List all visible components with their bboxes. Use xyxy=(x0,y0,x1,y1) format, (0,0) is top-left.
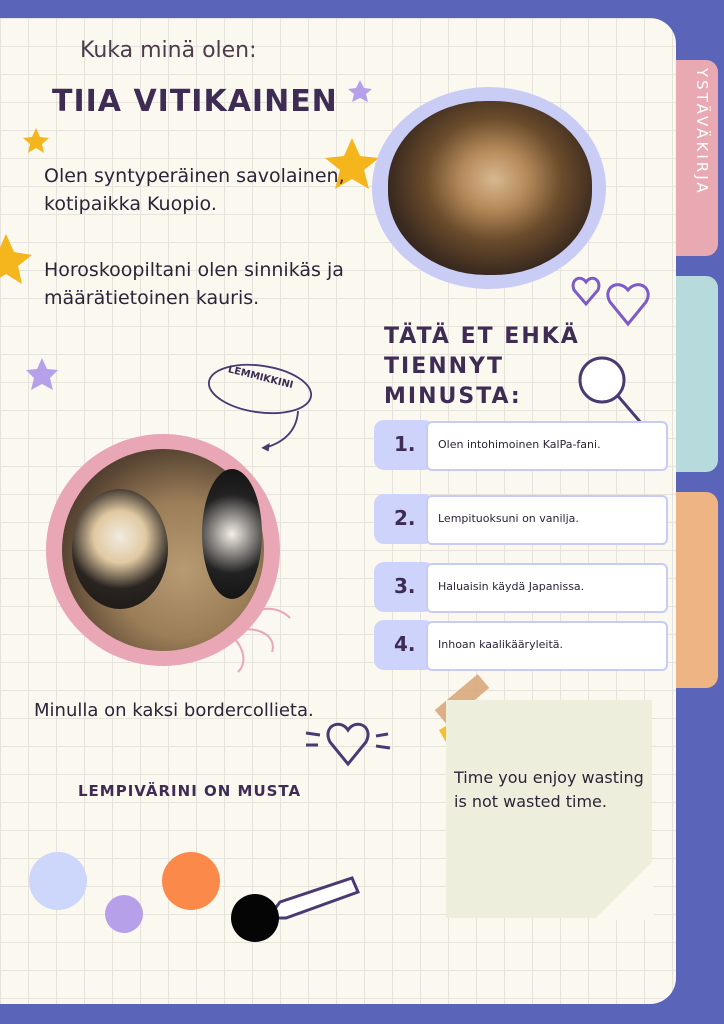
profile-photo xyxy=(372,87,606,289)
intro-heading: Kuka minä olen: xyxy=(80,38,257,63)
fact-item xyxy=(374,562,666,612)
fact-text: Olen intohimoinen KalPa-fani. xyxy=(438,438,601,451)
pets-label: LEMMIKKINI xyxy=(226,364,295,392)
star-icon xyxy=(26,80,372,390)
color-dot-purple xyxy=(105,895,143,933)
bio-origin-text: Olen syntyperäinen savolainen, kotipaikka Kuopio. xyxy=(44,165,345,215)
facts-title xyxy=(384,322,580,412)
fact-text: Haluaisin käydä Japanissa. xyxy=(438,580,585,593)
color-dot-black xyxy=(231,894,279,942)
fact-text: Lempituoksuni on vanilja. xyxy=(438,512,579,525)
tab-teal[interactable] xyxy=(676,276,718,472)
favorite-color-text: LEMPIVÄRINI ON MUSTA xyxy=(78,782,302,800)
magnifier-icon xyxy=(580,358,642,424)
heart-spark-icon xyxy=(306,724,390,764)
fact-text: Inhoan kaalikääryleitä. xyxy=(438,638,564,651)
pets-photo xyxy=(46,434,280,666)
pets-caption: Minulla on kaksi bordercollieta. xyxy=(34,700,314,721)
fact-number: 3. xyxy=(394,574,416,598)
facts-title-line3: MINUSTA: xyxy=(384,384,522,409)
color-dot-lavender xyxy=(29,852,87,910)
fact-number: 4. xyxy=(394,632,416,656)
fact-item xyxy=(374,420,666,470)
fact-number: 1. xyxy=(394,432,416,456)
bio-horoscope-text: Horoskoopiltani olen sinnikäs ja määrätietoinen kauris. xyxy=(44,259,344,309)
note-fold-corner xyxy=(594,860,654,920)
heart-icon xyxy=(608,285,648,324)
tab-orange[interactable] xyxy=(676,492,718,688)
facts-title-line1: TÄTÄ ET EHKÄ xyxy=(384,324,580,349)
tab-ystavakirja-label: YSTÄVÄKIRJA xyxy=(693,68,711,196)
fact-item xyxy=(374,620,666,670)
color-dot-orange xyxy=(162,852,220,910)
facts-title-line2: TIENNYT xyxy=(384,354,504,379)
page-title: TIIA VITIKAINEN xyxy=(52,84,338,119)
fact-item xyxy=(374,494,666,544)
fact-number: 2. xyxy=(394,506,416,530)
heart-icon xyxy=(573,278,599,304)
note-quote: Time you enjoy wasting is not wasted time. xyxy=(454,768,644,811)
